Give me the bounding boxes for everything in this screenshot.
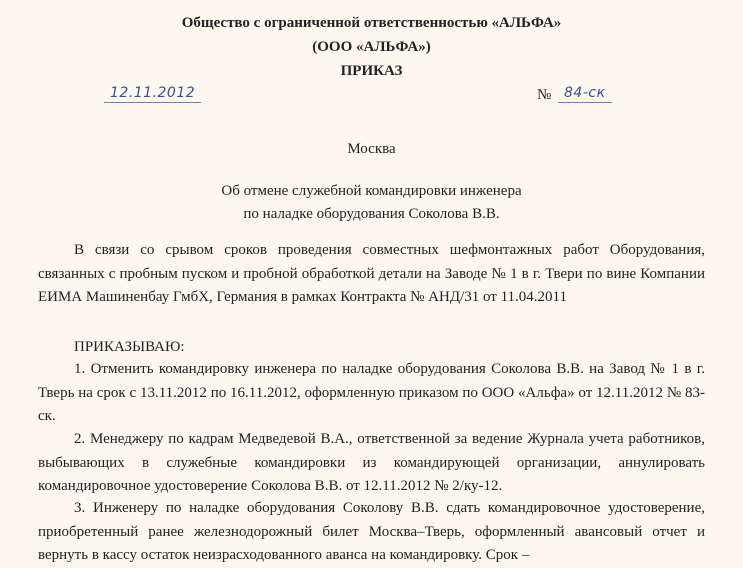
order-item-2: 2. Менеджеру по кадрам Медведевой В.А., ответственной за ведение Журнала учета работников, выбывающих в служебные командировки из командирующей организации, аннулировать командировочное удостоверение Соколова В.В. от 12.11.2012 № 2/ку-12. (38, 431, 705, 494)
order-item-3: 3. Инженеру по наладке оборудования Соколову В.В. сдать командировочное удостоверение, приобретенный ранее железнодорожный билет Москва–Тверь, оформленный авансовый отчет и вернуть в кассу остаток неизрасходованного аванса на командировку. Срок – (38, 500, 705, 563)
order-number-label: № (537, 87, 552, 103)
order-item-1: 1. Отменить командировку инженера по наладке оборудования Соколова В.В. на Завод № 1 в г. Тверь на срок с 13.11.2012 по 16.11.2012, оформленную приказом по ООО «Альфа» от 12.11.2012 № 83-ск. (38, 361, 705, 424)
subject-line-2: по наладке оборудования Соколова В.В. (243, 206, 500, 222)
handwritten-date: 12.11.2012 (104, 84, 201, 103)
document-type-title: ПРИКАЗ (340, 63, 403, 79)
subject-line-1: Об отмене служебной командировки инженера (221, 183, 522, 199)
order-heading: ПРИКАЗЫВАЮ: (74, 339, 185, 355)
company-short-name: (ООО «АЛЬФА») (312, 39, 431, 55)
city: Москва (347, 141, 396, 157)
preamble-paragraph: В связи со срывом сроков проведения совместных шефмонтажных работ Оборудования, связанных с пробным пуском и пробной обработкой детали на Заводе № 1 в г. Твери по вине Компании ЕИМА Машиненбау ГмбХ, Германия в рамках Контракта № АНД/31 от 11.04.2011 (38, 242, 705, 305)
handwritten-order-number: 84-ск (558, 84, 612, 103)
company-full-name: Общество с ограниченной ответственностью «АЛЬФА» (181, 15, 562, 31)
